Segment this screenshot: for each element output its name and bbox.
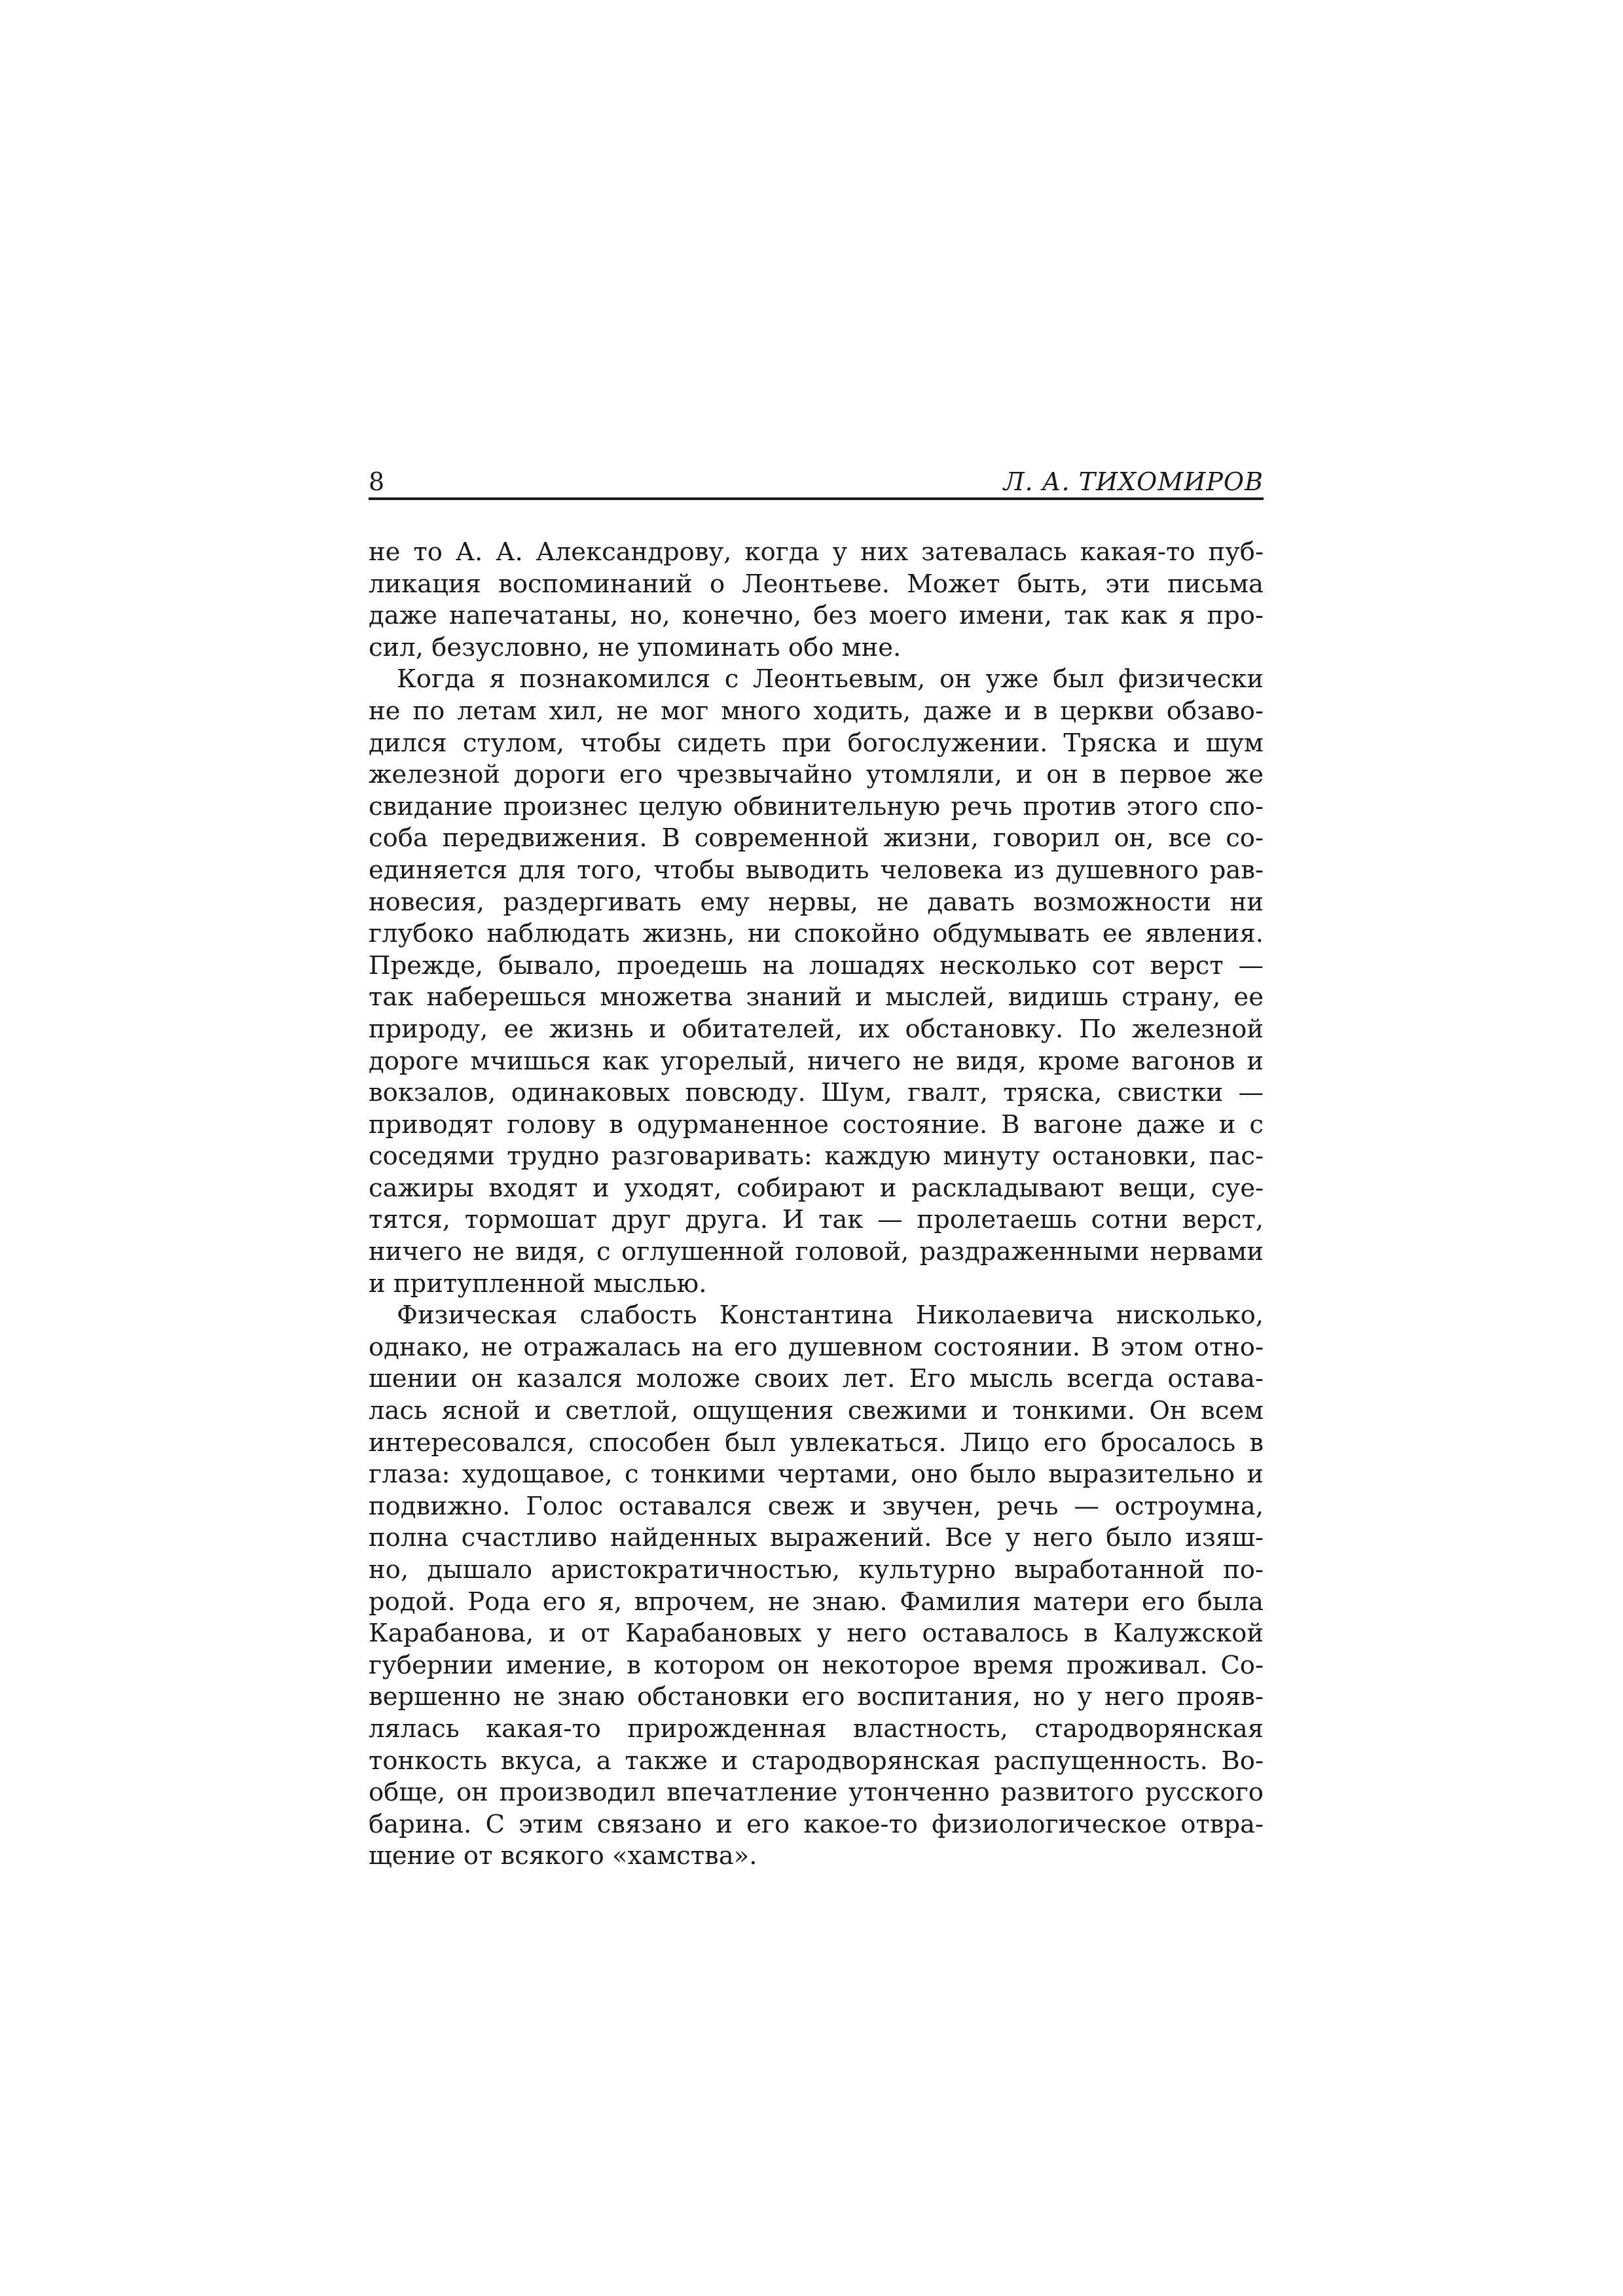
body-text <box>369 537 1264 1873</box>
text-line: полна счастливо найденных выражений. Все у него было изяш- <box>369 1523 1264 1553</box>
text-line: лялась какая-то прирожденная властность, стародворянская <box>369 1713 1264 1744</box>
text-line: ничего не видя, с оглушенной головой, раздраженными нервами <box>369 1237 1264 1267</box>
text-line: не то А. А. Александрову, когда у них затевалась какая-то пуб- <box>369 537 1264 567</box>
text-line: свидание произнес целую обвинительную речь против этого спо- <box>369 791 1264 821</box>
text-line: соба передвижения. В современной жизни, говорил он, все со- <box>369 823 1264 853</box>
text-line: вершенно не знаю обстановки его воспитания, но у него прояв- <box>369 1682 1264 1712</box>
text-line: Физическая слабость Константина Николаевича нисколько, <box>397 1300 1264 1331</box>
running-title: Л. А. ТИХОМИРОВ <box>1003 467 1264 496</box>
text-line: соседями трудно разговаривать: каждую минуту остановки, пас- <box>369 1141 1264 1172</box>
text-line: щение от всякого «хамства». <box>369 1841 757 1871</box>
text-line: вокзалов, одинаковых повсюду. Шум, гвалт, тряска, свистки — <box>369 1078 1264 1108</box>
text-line: обще, он производил впечатление утонченно развитого русского <box>369 1778 1264 1808</box>
text-line: однако, не отражалась на его душевном состоянии. В этом отно- <box>369 1332 1264 1362</box>
paragraph <box>369 537 1264 664</box>
text-line: шении он казался моложе своих лет. Его мысль всегда остава- <box>369 1364 1264 1394</box>
text-line: Когда я познакомился с Леонтьевым, он уже был физически <box>397 664 1264 694</box>
paragraph <box>369 664 1264 1300</box>
text-line: тятся, тормошат друг друга. И так — пролетаешь сотни верст, <box>369 1205 1264 1235</box>
text-line: глаза: худощавое, с тонкими чертами, оно было выразительно и <box>369 1460 1264 1490</box>
text-line: интересовался, способен был увлекаться. Лицо его бросалось в <box>369 1427 1264 1458</box>
text-line: лась ясной и светлой, ощущения свежими и тонкими. Он всем <box>369 1396 1264 1426</box>
text-line: сажиры входят и уходят, собирают и раскладывают вещи, суе- <box>369 1173 1264 1203</box>
text-line: новесия, раздергивать ему нервы, не давать возможности ни <box>369 887 1264 917</box>
text-line: но, дышало аристократичностью, культурно выработанной по- <box>369 1555 1264 1585</box>
text-line: единяется для того, чтобы выводить человека из душевного рав- <box>369 855 1264 885</box>
page-number: 8 <box>369 467 385 496</box>
text-line: подвижно. Голос оставался свеж и звучен, речь — остроумна, <box>369 1491 1264 1521</box>
text-line: губернии имение, в котором он некоторое время проживал. Со- <box>369 1650 1264 1680</box>
text-line: родой. Рода его я, впрочем, не знаю. Фамилия матери его была <box>369 1587 1264 1617</box>
text-line: так наберешься множетва знаний и мыслей, видишь страну, ее <box>369 982 1264 1013</box>
text-line: глубоко наблюдать жизнь, ни спокойно обдумывать ее явления. <box>369 919 1264 949</box>
running-header <box>369 466 1264 500</box>
text-line: и притупленной мыслью. <box>369 1268 707 1299</box>
text-line: железной дороги его чрезвычайно утомляли, и он в первое же <box>369 760 1264 790</box>
text-line: Прежде, бывало, проедешь на лошадях несколько сот верст — <box>369 950 1264 980</box>
text-line: даже напечатаны, но, конечно, без моего имени, так как я про- <box>369 601 1264 631</box>
paragraph <box>369 1300 1264 1873</box>
text-line: сил, безусловно, не упоминать обо мне. <box>369 632 902 662</box>
text-line: природу, ее жизнь и обитателей, их обстановку. По железной <box>369 1014 1264 1044</box>
text-line: дороге мчишься как угорелый, ничего не видя, кроме вагонов и <box>369 1046 1264 1076</box>
text-line: ликация воспоминаний о Леонтьеве. Может быть, эти письма <box>369 569 1264 599</box>
text-line: барина. С этим связано и его какое-то физиологическое отвра- <box>369 1809 1264 1839</box>
text-line: дился стулом, чтобы сидеть при богослужении. Тряска и шум <box>369 728 1264 758</box>
text-line: Карабанова, и от Карабановых у него оставалось в Калужской <box>369 1619 1264 1649</box>
text-line: тонкость вкуса, а также и стародворянская распущенность. Во- <box>369 1746 1264 1776</box>
text-line: не по летам хил, не мог много ходить, даже и в церкви обзаво- <box>369 696 1264 726</box>
text-line: приводят голову в одурманенное состояние. В вагоне даже и с <box>369 1109 1264 1139</box>
